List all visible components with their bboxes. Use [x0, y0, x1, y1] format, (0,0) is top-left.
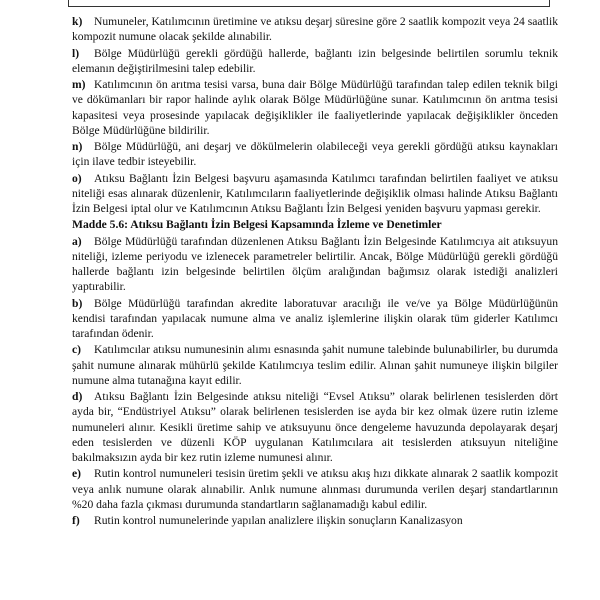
list-item — [72, 171, 558, 217]
item-text: Katılımcılar atıksu numunesinin alımı esnasında şahit numune talebinde bulunabilirler, bu durumda şahit numune alınarak mühürlü şekilde Katılımcıya teslim edilir. Alınan şahit numuneye ilişkin bilgiler numune alma tutanağına kayıt edilir. — [72, 343, 558, 387]
item-text: Rutin kontrol numunelerinde yapılan analizlere ilişkin sonuçların Kanalizasyon — [94, 514, 463, 527]
item-label: f) — [72, 514, 80, 527]
item-text: Bölge Müdürlüğü, ani deşarj ve dökülmelerin olabileceği veya gerekli gördüğü atıksu kaynakları için ilave tedbir isteyebilir. — [72, 140, 558, 169]
item-text: Katılımcının ön arıtma tesisi varsa, buna dair Bölge Müdürlüğü tarafından talep edilen teknik bilgi ve dökümanları bir rapor halinde aylık olarak Bölge Müdürlüğüne sunar. Katılımcının ön arıtma tesisi kapasitesi veya prosesinde yapılacak değişiklikler ile faaliyetlerinde yapılacak değişiklikler önceden Bölge Müdürlüğüne bildirilir. — [72, 78, 558, 137]
list-item — [72, 46, 558, 77]
list-item — [72, 77, 558, 138]
item-label: l) — [72, 46, 80, 60]
item-text: Rutin kontrol numuneleri tesisin üretim şekli ve atıksu akış hızı dikkate alınarak 2 saatlik kompozit veya anlık numune olarak alınabilir. Anlık numune alınması durumunda verilen deşarj standartlarının %20 daha fazla çıkması durumunda standartların sağlanamadığı kabul edilir. — [72, 467, 558, 511]
item-text: Bölge Müdürlüğü tarafından düzenlenen Atıksu Bağlantı İzin Belgesinde Katılımcıya ait atıksuyun niteliği, izleme periyodu ve izlenecek parametreler belirtilir. Ancak, Bölge Müdürlüğü gerekli gördüğü hallerde bağlantı izin belgesinde belirtilen ölçüm aralığından bağımsız olarak istediği analizleri yaptırabilir. — [72, 234, 558, 294]
item-text: Bölge Müdürlüğü gerekli gördüğü hallerde, bağlantı izin belgesinde belirtilen sorumlu teknik elemanın değiştirilmesini talep edebilir. — [72, 46, 558, 75]
item-label: e) — [72, 467, 82, 481]
item-label: o) — [72, 171, 82, 185]
item-label: n) — [72, 140, 83, 153]
item-label: k) — [72, 15, 83, 28]
items-before-list — [72, 14, 558, 216]
item-label: a) — [72, 234, 82, 248]
item-text: Numuneler, Katılımcının üretimine ve atıksu deşarj süresine göre 2 saatlik kompozit veya 24 saatlik kompozit numune olacak şekilde alınabilir. — [72, 15, 558, 44]
item-text: Atıksu Bağlantı İzin Belgesinde atıksu niteliği “Evsel Atıksu” olarak belirlenen tesislerden dört ayda bir, “Endüstriyel Atıksu” olarak belirlenen tesislerden ise ayda bir kez olmak üzere rutin izleme numuneleri alınır. Kesikli üretime sahip ve atıksuyunu önce dengeleme havuzunda depolayarak deşarj eden tesislerden ve düzenli KÖP uygulanan Katılımcılara ait tesislerden atıksuyun niteliğine bakılmaksızın ayda bir kez rutin izleme numunesi alınır. — [72, 390, 558, 464]
list-item — [72, 296, 558, 342]
list-item — [72, 14, 558, 45]
item-label: b) — [72, 296, 83, 310]
document-body — [72, 14, 558, 529]
table-border — [68, 0, 550, 7]
list-item — [72, 139, 558, 170]
item-text: Atıksu Bağlantı İzin Belgesi başvuru aşamasında Katılımcı tarafından belirtilen faaliyet ve atıksu niteliği esas alınarak düzenlenir, Katılımcıların faaliyetlerinde değişiklik olması halinde Atıksu Bağlantı İzin Belgesi iptal olur ve Katılımcının Atıksu Bağlantı İzin Belgesi yeniden başvuru yapması gerekir. — [72, 171, 558, 215]
item-label: m) — [72, 78, 86, 91]
list-item — [72, 389, 558, 465]
section-heading: Madde 5.6: Atıksu Bağlantı İzin Belgesi Kapsamında İzleme ve Denetimler — [72, 218, 442, 232]
item-label: d) — [72, 390, 83, 403]
list-item — [72, 466, 558, 512]
items-after-list — [72, 234, 558, 529]
item-text: Bölge Müdürlüğü tarafından akredite laboratuvar aracılığı ile ve/ve ya Bölge Müdürlüğünün kendisi tarafından yapılacak numune alma ve analiz işlemlerine ilişkin olarak tüm giderler Katılımcı tarafından ödenir. — [72, 296, 558, 340]
list-item — [72, 513, 558, 528]
list-item — [72, 342, 558, 388]
list-item — [72, 234, 558, 295]
item-label: c) — [72, 343, 82, 357]
